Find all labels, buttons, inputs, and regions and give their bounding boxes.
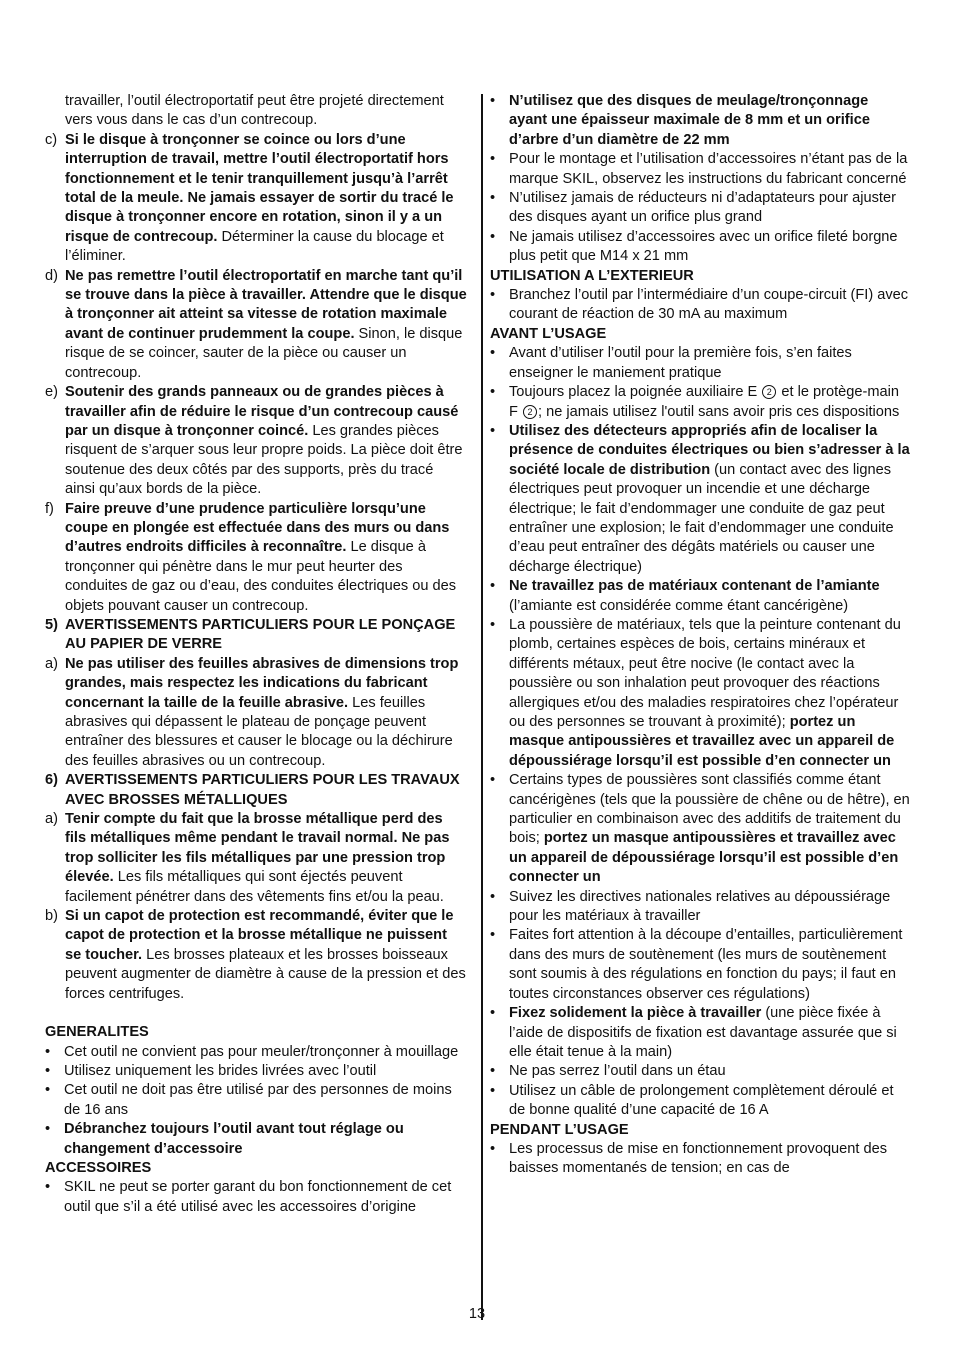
text: Faites fort attention à la découpe d’entailles, particulièrement dans des murs de soutènement (les murs de soutènement sont soumis à des régulations en fonction du pays; il faut en toutes circonstances observer ces régulations): [509, 927, 903, 1002]
bullet-item: [490, 1082, 910, 1121]
bullet-item: [490, 1062, 910, 1081]
bullet-icon: •: [490, 888, 496, 905]
bullet-icon: •: [490, 345, 496, 362]
bullet-icon: •: [490, 151, 496, 168]
section-heading: [45, 616, 467, 655]
text: et le protège-main F: [509, 384, 899, 420]
bullet-icon: •: [490, 190, 496, 207]
bold-text: Ne travaillez pas de matériaux contenant de l’amiante: [509, 578, 880, 595]
item-marker: d): [45, 267, 58, 284]
bullet-item: [490, 344, 910, 383]
bullet-icon: •: [490, 1140, 496, 1157]
section-number: 6): [45, 772, 58, 789]
text: Certains types de poussières sont classifiés comme étant cancérigènes (tels que la poussière de chêne ou de hêtre), en particulier en combinaison avec des additifs de traitement du bois;: [509, 772, 910, 847]
page-number: 13: [468, 1306, 486, 1322]
list-item: [45, 383, 467, 499]
bullet-icon: •: [490, 228, 496, 245]
bullet-icon: •: [490, 1063, 496, 1080]
bullet-item: [490, 577, 910, 616]
bullet-item: [45, 1081, 467, 1120]
bullet-item: [490, 1004, 910, 1062]
heading-generalites: GENERALITES: [45, 1024, 149, 1041]
bullet-icon: •: [490, 287, 496, 304]
bold-text: Soutenir des grands panneaux ou de grandes pièces à travailler afin de réduire le risque d’un contrecoup causé par un disque à tronçonner coincé.: [65, 384, 459, 439]
text: Le disque à tronçonner qui pénètre dans le mur peut heurter des conduites de gaz ou d’eau, des conduites électriques ou des objets pouvant causer un contrecoup.: [65, 539, 457, 614]
bold-text: Ne pas remettre l’outil électroportatif en marche tant qu’il se trouve dans la pièce à travailler. Attendre que le disque à tronçonner ait atteint sa vitesse de rotation maximale avant de continuer prudemment la coupe.: [65, 267, 467, 342]
text: Ne pas serrez l’outil dans un étau: [509, 1063, 726, 1080]
bullet-icon: •: [490, 927, 496, 944]
text: Toujours placez la poignée auxiliaire E: [509, 384, 762, 401]
text: Suivez les directives nationales relatives au dépoussiérage pour les matériaux à travailler: [509, 888, 891, 925]
bold-text: Fixez solidement la pièce à travailler: [509, 1005, 762, 1022]
text: Les processus de mise en fonctionnement provoquent des baisses momentanés de tension; en cas de: [509, 1140, 888, 1177]
bullet-item: [490, 616, 910, 771]
item-marker: f): [45, 500, 54, 517]
bullet-item: [490, 189, 910, 228]
bullet-item: [490, 926, 910, 1004]
text: Avant d’utiliser l’outil pour la première fois, s’en faites enseigner le maniement pratique: [509, 345, 852, 381]
section-title: AVERTISSEMENTS PARTICULIERS POUR LES TRAVAUX AVEC BROSSES MÉTALLIQUES: [65, 772, 460, 808]
bullet-icon: •: [490, 772, 496, 789]
list-item: [45, 267, 467, 383]
bullet-item: [45, 1120, 467, 1159]
bullet-icon: •: [45, 1179, 51, 1196]
figure-ref-icon: 2: [762, 385, 776, 399]
bullet-item: [490, 286, 910, 325]
left-column: [45, 92, 467, 1217]
bullet-icon: •: [490, 93, 496, 109]
bullet-icon: •: [45, 1043, 51, 1060]
bullet-icon: •: [490, 384, 496, 401]
bullet-item: [45, 1178, 467, 1217]
bold-text: Débranchez toujours l’outil avant tout réglage ou changement d’accessoire: [64, 1121, 404, 1157]
text: Utilisez uniquement les brides livrées avec l’outil: [64, 1062, 377, 1079]
bold-text: portez un masque antipoussières et travaillez avec un appareil de dépoussiérage lorsqu’il est possible d’en connecter un: [509, 714, 895, 769]
bullet-icon: •: [490, 422, 496, 439]
bold-text: Tenir compte du fait que la brosse métallique perd des fils métalliques même pendant le travail normal. Ne pas trop solliciter les fils métalliques par une pression trop élevée.: [65, 811, 450, 886]
bold-text: portez un masque antipoussières et travaillez avec un appareil de dépoussiérage lorsqu’il est possible d’en connecter un: [509, 830, 899, 886]
section-title: AVERTISSEMENTS PARTICULIERS POUR LE PONÇAGE AU PAPIER DE VERRE: [65, 616, 456, 653]
text: Les grandes pièces risquent de s’arquer sous leur propre poids. La pièce doit être soutenue des deux côtés par des supports, près du tracé ainsi qu’aux bords de la pièce.: [65, 422, 463, 498]
bullet-item: [490, 888, 910, 927]
bullet-icon: •: [490, 578, 496, 595]
bullet-icon: •: [45, 1082, 51, 1099]
heading-accessoires: ACCESSOIRES: [45, 1159, 152, 1176]
text: Pour le montage et l’utilisation d’accessoires n’étant pas de la marque SKIL, observez les instructions du fabricant concerné: [509, 151, 908, 187]
heading-avant: AVANT L’USAGE: [490, 325, 607, 342]
heading-exterieur: UTILISATION A L’EXTERIEUR: [490, 267, 694, 284]
text: SKIL ne peut se porter garant du bon fonctionnement de cet outil que s’il a été utilisé avec les accessoires d’origine: [64, 1179, 452, 1215]
text: Branchez l’outil par l’intermédiaire d’un coupe-circuit (FI) avec courant de réaction de 30 mA au maximum: [509, 287, 909, 323]
paragraph: travailler, l’outil électroportatif peut être projeté directement vers vous dans le cas d’un contrecoup.: [65, 93, 444, 129]
bullet-icon: •: [490, 616, 496, 633]
bullet-item: [490, 771, 910, 887]
bullet-item: [45, 1043, 467, 1062]
spacer: [45, 1004, 467, 1023]
bullet-item: [490, 383, 910, 422]
right-column: [490, 92, 910, 1179]
section-heading: [45, 771, 467, 810]
item-marker: a): [45, 655, 58, 672]
bold-text: Utilisez des détecteurs appropriés afin de localiser la présence de conduites électriques ou bien s’adresser à la société locale de distribution: [509, 422, 910, 478]
bold-text: Ne pas utiliser des feuilles abrasives de dimensions trop grandes, mais respectez les indications du fabricant concernant la taille de la feuille abrasive.: [65, 655, 459, 711]
heading-pendant: PENDANT L’USAGE: [490, 1121, 629, 1138]
item-marker: c): [45, 131, 58, 148]
text: Cet outil ne doit pas être utilisé par des personnes de moins de 16 ans: [64, 1082, 452, 1118]
list-item: [45, 907, 467, 1004]
bullet-icon: •: [45, 1062, 51, 1079]
bullet-item: [490, 1140, 910, 1179]
text: (une pièce fixée à l’aide de dispositifs de fixation est davantage assurée que si elle était tenue à la main): [509, 1005, 897, 1060]
bullet-icon: •: [45, 1121, 51, 1138]
text: Sinon, le disque risque de se coincer, sauter de la pièce ou causer un contrecoup.: [65, 325, 463, 381]
item-marker: a): [45, 811, 58, 828]
text: Cet outil ne convient pas pour meuler/tronçonner à mouillage: [64, 1043, 459, 1060]
text: La poussière de matériaux, tels que la peinture contenant du plomb, certaines espèces de bois, certains minéraux et différents métaux, peut être nocive (le contact avec la poussière ou son inhalation peut provoquer des réactions allergiques et/ou des maladies respiratoires chez l’opérateur ou des personnes se trouvant à proximité);: [509, 616, 901, 730]
bold-text: Faire preuve d’une prudence particulière lorsqu’une coupe en plongée est effectuée dans des murs ou dans d’autres endroits difficiles à reconnaître.: [65, 500, 450, 556]
item-marker: b): [45, 908, 58, 925]
text: N’utilisez jamais de réducteurs ni d’adaptateurs pour ajuster des disques ayant un orifice plus grand: [509, 190, 896, 226]
column-divider: [481, 94, 483, 1320]
bullet-icon: •: [490, 1005, 496, 1022]
text: (l’amiante est considérée comme étant cancérigène): [509, 597, 849, 614]
bullet-item: [490, 150, 910, 189]
text: ; ne jamais utilisez l'outil sans avoir pris ces dispositions: [537, 403, 900, 420]
text: Déterminer la cause du blocage et l’éliminer.: [65, 228, 444, 265]
bullet-item: [45, 1062, 467, 1081]
list-item: [45, 655, 467, 771]
text: Utilisez un câble de prolongement complètement déroulé et de bonne qualité d’une capacité de 16 A: [509, 1082, 894, 1119]
bold-text: N’utilisez que des disques de meulage/tronçonnage ayant une épaisseur maximale de 8 mm et un orifice d’arbre d’un diamètre de 22 mm: [509, 93, 870, 148]
list-item: [45, 131, 467, 267]
bullet-item: [490, 422, 910, 577]
bullet-item: [490, 92, 910, 150]
list-item: [45, 500, 467, 616]
figure-ref-icon: 2: [523, 405, 537, 419]
text: Ne jamais utilisez d’accessoires avec un orifice fileté borgne plus petit que M14 x 21 mm: [509, 228, 898, 265]
list-item: [45, 810, 467, 907]
text: Les brosses plateaux et les brosses boisseaux peuvent augmenter de diamètre à cause de la pression et des forces centrifuges.: [65, 946, 466, 1002]
bold-text: Si le disque à tronçonner se coince ou lors d’une interruption de travail, mettre l’outil électroportatif hors fonctionnement et le tenir tranquillement jusqu’à l’arrêt total de la meule. Ne jamais essayer de sortir du tracé le disque à tronçonner encore en rotation, sinon il y a un risque de contrecoup.: [65, 131, 454, 245]
bullet-icon: •: [490, 1082, 496, 1099]
text: Les feuilles abrasives qui dépassent le plateau de ponçage peuvent entraîner des blessures et causer le blocage ou la déchirure des feuilles abrasives ou un contrecoup.: [65, 694, 453, 769]
bold-text: Si un capot de protection est recommandé, éviter que le capot de protection et la brosse métallique ne puissent se toucher.: [65, 908, 454, 963]
section-number: 5): [45, 616, 58, 633]
text: (un contact avec des lignes électriques peut provoquer un incendie et une décharge électrique; le fait d’endommager une conduite de gaz peut entraîner une explosion; le fait d’endommager une conduite d’eau peut entraîner des dégâts matériels ou causer une décharge électrique): [509, 461, 894, 575]
item-marker: e): [45, 384, 58, 401]
bullet-item: [490, 228, 910, 267]
text: Les fils métalliques qui sont éjectés peuvent facilement pénétrer dans des vêtements fins et/ou la peau.: [65, 869, 444, 905]
